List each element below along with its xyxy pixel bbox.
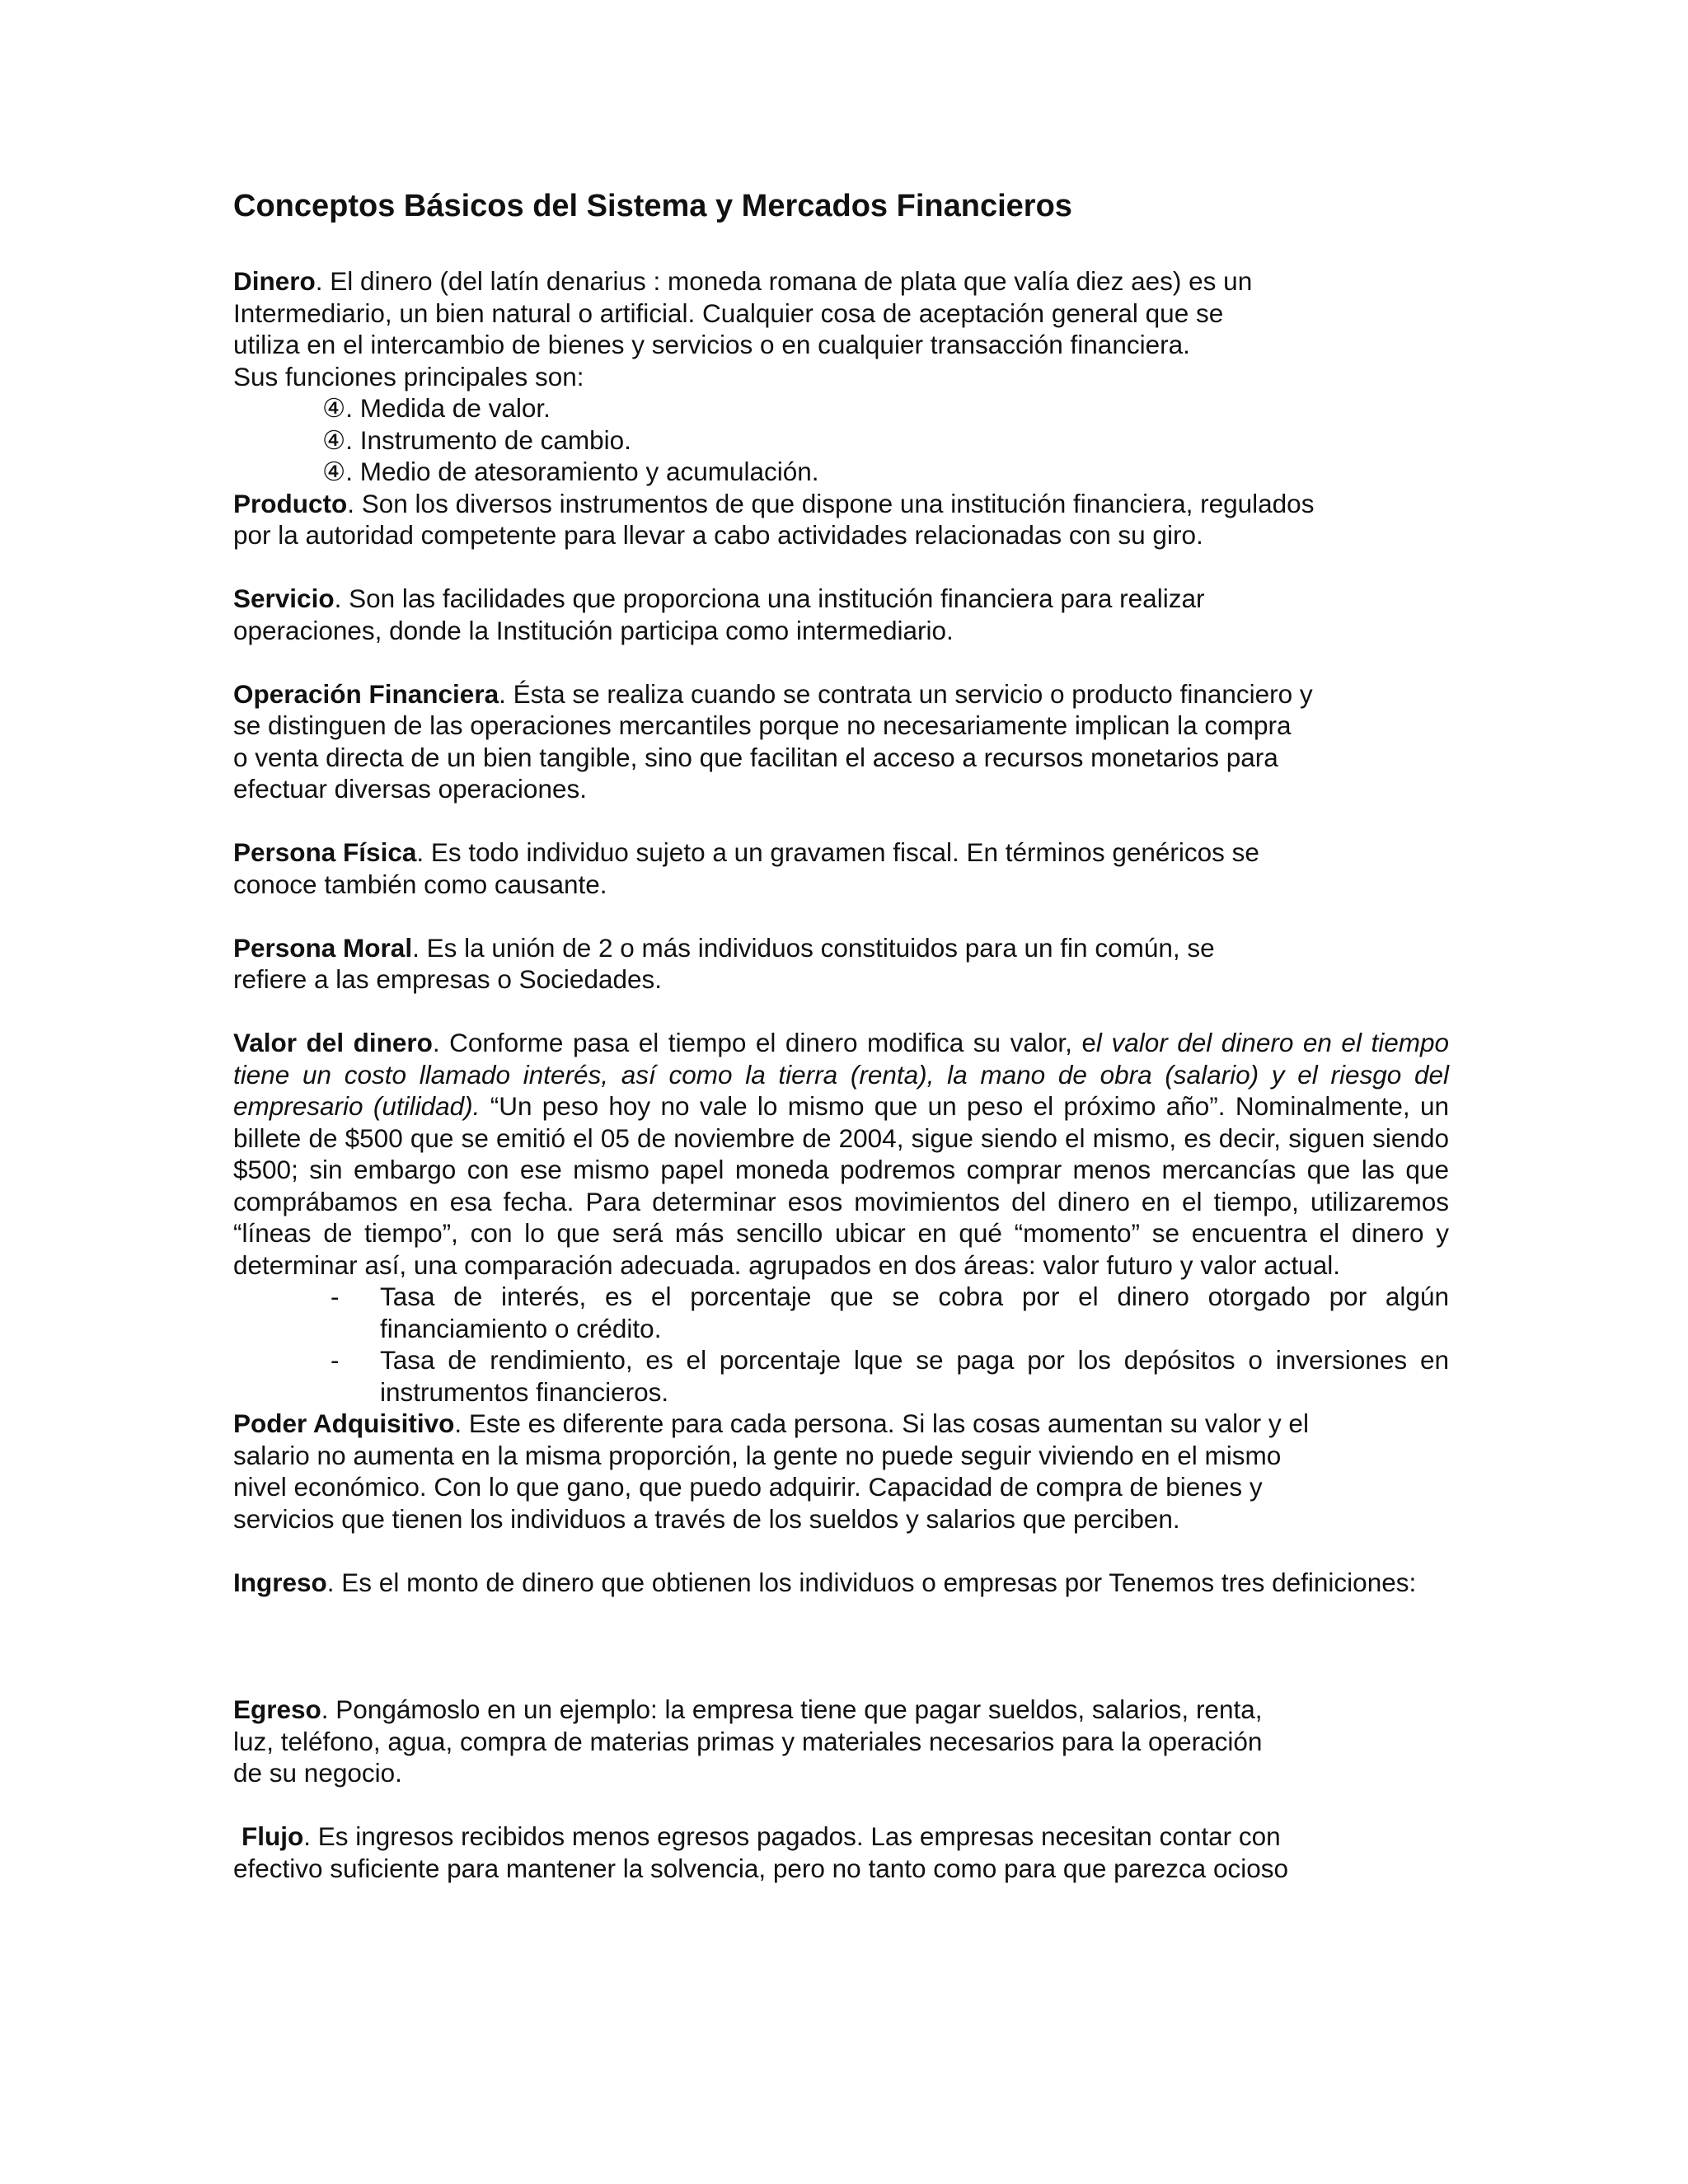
dash-marker: - [331,1282,340,1311]
producto-line-1 [233,488,1449,520]
dinero-line-2: Intermediario, un bien natural o artificial. Cualquier cosa de aceptación general que se [233,298,1224,328]
egreso-line-2: luz, teléfono, agua, compra de materias primas y materiales necesarios para la operación [233,1726,1263,1756]
operacion-line-1 [233,678,1449,710]
rate-item-text: Tasa de rendimiento, es el porcentaje lque se paga por los depósitos o inversiones en instrumentos financieros. [380,1345,1449,1407]
poder-line-3: nivel económico. Con lo que gano, que puedo adquirir. Capacidad de compra de bienes y [233,1472,1263,1502]
valor-dinero-rates-list [233,1281,1449,1408]
dinero-line-1 [233,265,1449,298]
dinero-functions-list [233,392,1449,488]
dinero-line-3: utiliza en el intercambio de bienes y servicios o en cualquier transacción financiera. [233,330,1190,359]
persona-fisica-text: . Es todo individuo sujeto a un gravamen fiscal. En términos genéricos se [416,837,1259,867]
term-persona-fisica: Persona Física [233,837,417,867]
valor-dinero-italic: l valor del dinero en el tiempo tiene un costo llamado interés, así como la tierra (renta), la mano de obra (salario) y el riesgo del empresario (utilidad). [233,1028,1450,1121]
egreso-text: . Pongámoslo en un ejemplo: la empresa tiene que pagar sueldos, salarios, renta, [321,1694,1263,1724]
persona-moral-line-1 [233,932,1449,964]
servicio-line-1 [233,583,1449,615]
section-valor-del-dinero [233,1027,1449,1408]
poder-line-2: salario no aumenta en la misma proporción, la gente no puede seguir viviendo en el mismo [233,1440,1282,1470]
egreso-line-1 [233,1694,1449,1726]
flujo-line-2: efectivo suficiente para mantener la solvencia, pero no tanto como para que parezca ocioso [233,1853,1289,1883]
producto-line-2: por la autoridad competente para llevar a cabo actividades relacionadas con su giro. [233,520,1203,550]
persona-moral-text: . Es la unión de 2 o más individuos constituidos para un fin común, se [412,932,1215,963]
valor-dinero-rest: “Un peso hoy no vale lo mismo que un peso el próximo año”. Nominalmente, un billete de $500 que se emitió el 05 de noviembre de 2004, sigue siendo el mismo, es decir, siguen siendo $500; sin embargo con ese mismo papel moneda podremos comprar menos mercancías que las que comprábamos en esa fecha. Para determinar esos movimientos del dinero en el tiempo, utilizaremos “líneas de tiempo”, con lo que será más sencillo ubicar en qué “momento” se encuentra el dinero y determinar así, una comparación adecuada. agrupados en dos áreas: valor futuro y valor actual. [233,1091,1449,1280]
term-poder-adquisitivo: Poder Adquisitivo [233,1408,455,1438]
term-servicio: Servicio [233,583,335,613]
term-valor-del-dinero: Valor del dinero [233,1028,433,1057]
term-operacion-financiera: Operación Financiera [233,678,499,709]
ingreso-text: . Es el monto de dinero que obtienen los individuos o empresas por Tenemos tres definiciones: [326,1567,1417,1597]
list-item: ④. Medio de atesoramiento y acumulación. [322,457,819,486]
section-ingreso [233,1567,1449,1599]
servicio-text: . Son las facilidades que proporciona una institución financiera para realizar [334,583,1205,613]
operacion-text: . Ésta se realiza cuando se contrata un servicio o producto financiero y [499,678,1313,709]
list-item: ④. Instrumento de cambio. [322,424,631,455]
dinero-line-4: Sus funciones principales son: [233,361,584,391]
section-operacion-financiera [233,678,1449,805]
persona-fisica-line-2: conoce también como causante. [233,869,607,899]
ingreso-paragraph [233,1567,1449,1599]
term-persona-moral: Persona Moral [233,932,413,963]
term-dinero: Dinero [233,266,316,296]
poder-text: . Este es diferente para cada persona. Si las cosas aumentan su valor y el [454,1408,1309,1438]
section-servicio [233,583,1449,646]
dinero-text: . El dinero (del latín denarius : moneda romana de plata que valía diez aes) es un [315,266,1253,296]
egreso-line-3: de su negocio. [233,1758,402,1788]
valor-dinero-paragraph [233,1027,1449,1281]
section-flujo [233,1821,1449,1884]
term-producto: Producto [233,488,348,518]
valor-dinero-intro: . Conforme pasa el tiempo el dinero modifica su valor, e [432,1028,1096,1057]
section-egreso [233,1694,1449,1789]
poder-line-1 [233,1408,1449,1440]
term-egreso: Egreso [233,1694,321,1724]
flujo-text: . Es ingresos recibidos menos egresos pagados. Las empresas necesitan contar con [303,1821,1281,1851]
term-ingreso: Ingreso [233,1567,327,1597]
persona-fisica-line-1 [233,837,1449,869]
list-item [233,1344,1449,1408]
section-poder-adquisitivo [233,1408,1449,1535]
document-body [233,186,1449,1884]
term-flujo: Flujo [241,1821,304,1851]
section-producto [233,488,1449,551]
poder-line-4: servicios que tienen los individuos a través de los sueldos y salarios que perciben. [233,1503,1180,1534]
rate-item-text: Tasa de interés, es el porcentaje que se cobra por el dinero otorgado por algún financiamiento o crédito. [380,1282,1449,1343]
blank-space [233,1598,1449,1694]
operacion-line-4: efectuar diversas operaciones. [233,774,587,804]
producto-text: . Son los diversos instrumentos de que dispone una institución financiera, regulados [347,488,1315,518]
section-persona-fisica [233,837,1449,900]
servicio-line-2: operaciones, donde la Institución participa como intermediario. [233,615,954,645]
dash-marker: - [331,1345,340,1375]
section-dinero [233,265,1449,488]
operacion-line-3: o venta directa de un bien tangible, sino que facilitan el acceso a recursos monetarios para [233,742,1278,772]
list-item [233,1281,1449,1344]
operacion-line-2: se distinguen de las operaciones mercantiles porque no necesariamente implican la compra [233,710,1292,740]
section-persona-moral [233,932,1449,996]
flujo-line-1 [233,1821,1449,1853]
persona-moral-line-2: refiere a las empresas o Sociedades. [233,964,663,994]
list-item: ④. Medida de valor. [322,393,551,423]
page-title: Conceptos Básicos del Sistema y Mercados Financieros [233,189,1072,223]
